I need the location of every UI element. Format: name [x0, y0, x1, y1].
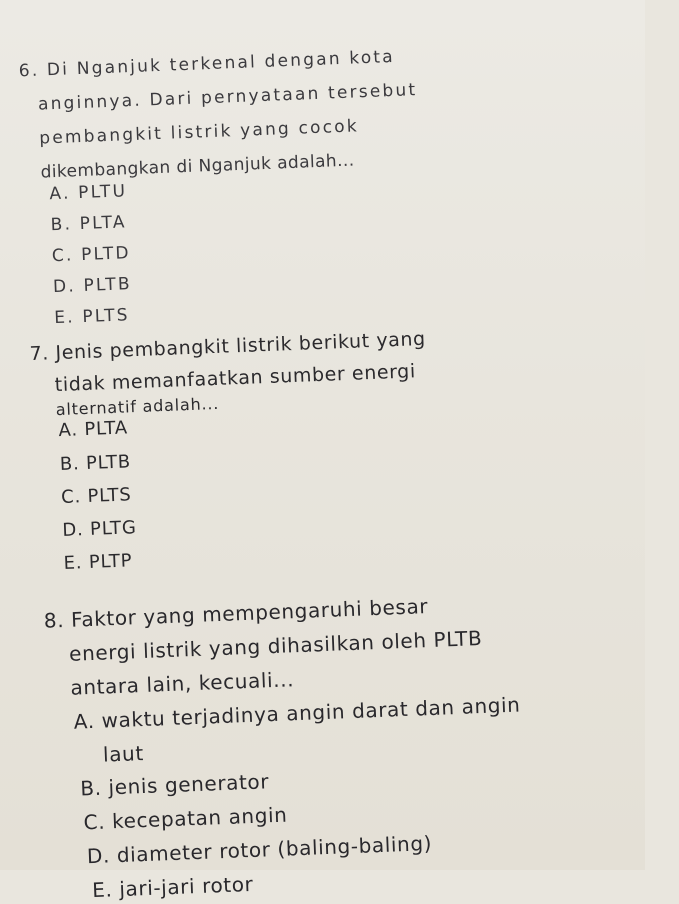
question-6-option-e: E. PLTS — [53, 305, 131, 329]
question-6-line-3: pembangkit listrik yang cocok — [38, 116, 360, 149]
question-8-option-a-continued: laut — [102, 741, 145, 767]
question-8-option-a: A. waktu terjadinya angin darat dan angin — [73, 692, 521, 734]
question-7-option-b: B. PLTB — [59, 451, 132, 476]
question-7-line-1: 7. Jenis pembangkit listrik berikut yang — [29, 327, 427, 366]
question-7-option-c: C. PLTS — [60, 484, 132, 509]
question-8-line-2: energi listrik yang dihasilkan oleh PLTB — [68, 625, 483, 666]
question-7-option-d: D. PLTG — [62, 517, 138, 541]
question-6-option-c: C. PLTD — [51, 243, 132, 267]
question-8-line-1: 8. Faktor yang mempengaruhi besar — [43, 594, 429, 633]
question-6-line-2: anginnya. Dari pernyataan tersebut — [37, 80, 418, 115]
question-6-option-b: B. PLTA — [50, 212, 127, 236]
question-7-line-2: tidak memanfaatkan sumber energi — [54, 360, 417, 397]
question-7-option-e: E. PLTP — [63, 550, 133, 574]
question-6-option-d: D. PLTB — [52, 274, 133, 298]
question-7-line-3: alternatif adalah... — [55, 393, 220, 420]
question-8-option-d: D. diameter rotor (baling-baling) — [86, 831, 433, 869]
question-7-option-a: A. PLTA — [58, 417, 129, 442]
question-8-option-c: C. kecepatan angin — [83, 802, 288, 835]
question-8-option-e: E. jari-jari rotor — [91, 871, 254, 903]
question-8-option-b: B. jenis generator — [79, 769, 270, 801]
question-8-line-3: antara lain, kecuali... — [69, 667, 295, 700]
question-6-line-1: 6. Di Nganjuk terkenal dengan kota — [18, 46, 396, 82]
question-6-option-a: A. PLTU — [49, 181, 128, 205]
question-6-line-4: dikembangkan di Nganjuk adalah... — [40, 150, 355, 183]
